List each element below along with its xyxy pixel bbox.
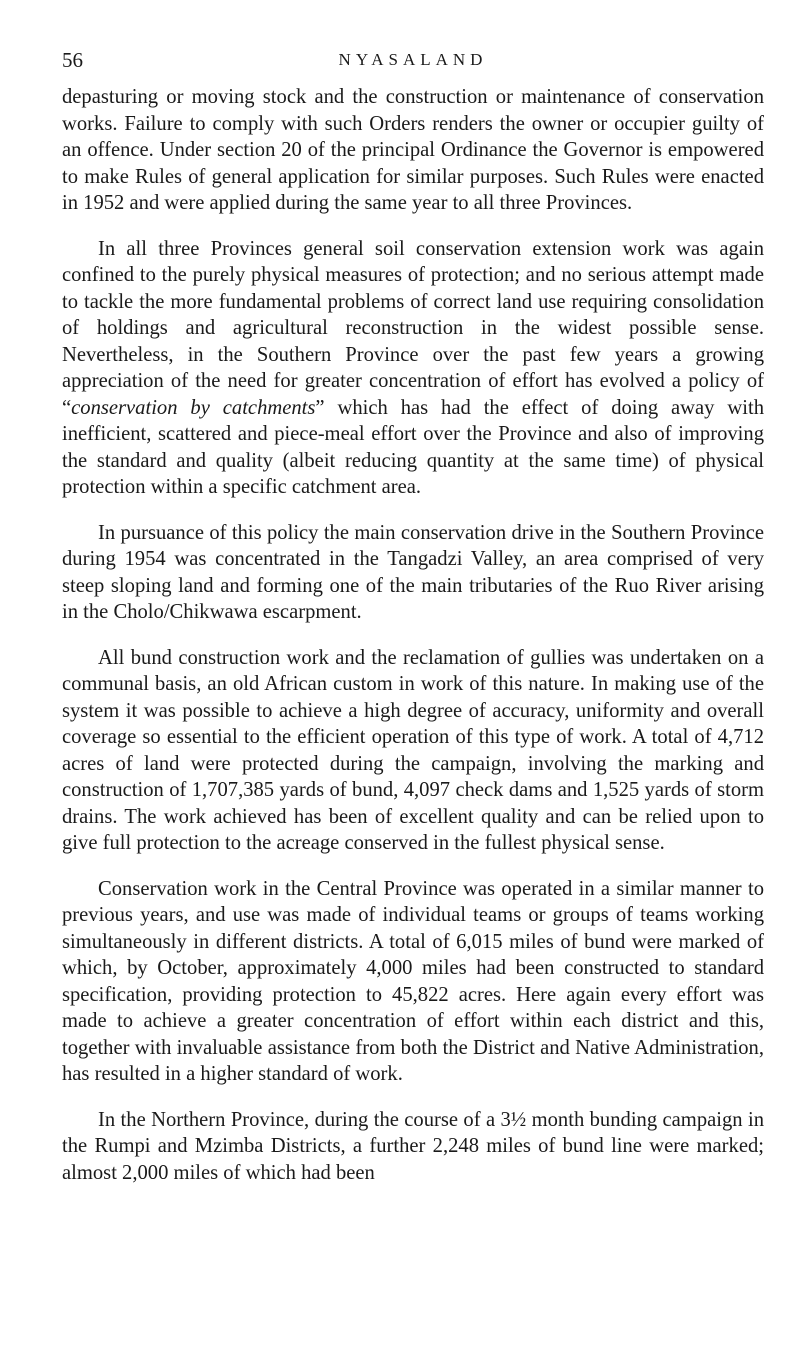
paragraph-1: depasturing or moving stock and the construction or maintenance of conservation works. Failure to comply with such Orders renders the owner or occupier guilty of an offence. Under section 20 of the principal Ordinance the Governor is empowered to make Rules of general application for similar purposes. Such Rules were enacted in 1952 and were applied during the same year to all three Provinces. bbox=[62, 86, 764, 214]
document-page bbox=[62, 48, 764, 1186]
page-number: 56 bbox=[62, 48, 83, 72]
running-head: NYASALAND bbox=[338, 50, 488, 69]
body-text bbox=[62, 84, 764, 1186]
paragraph-4: All bund construction work and the reclamation of gullies was undertaken on a communal basis, an old African custom in work of this nature. In making use of the system it was possible to achieve a high degree of accuracy, uniformity and overall coverage so essential to the efficient operation of this type of work. A total of 4,712 acres of land were protected during the campaign, involving the marking and construction of 1,707,385 yards of bund, 4,097 check dams and 1,525 yards of storm drains. The work achieved has been of excellent quality and can be relied upon to give full protection to the acreage conserved in the fullest physical sense. bbox=[62, 646, 764, 854]
paragraph-2-italic-phrase: conservation by catchments bbox=[71, 396, 316, 419]
paragraph-6: In the Northern Province, during the course of a 3½ month bunding campaign in the Rumpi and Mzimba Districts, a further 2,248 miles of bund line were marked; almost 2,000 miles of which had been bbox=[62, 1108, 764, 1184]
page-header bbox=[62, 48, 764, 84]
paragraph-2-text-b: ” which has had the effect of doing away with inefficient, scattered and piece-meal effort over the Province and also of improving the standard and quality (albeit reducing quantity at the same time) of physical protection within a specific catchment area. bbox=[62, 396, 764, 498]
paragraph-3: In pursuance of this policy the main conservation drive in the Southern Province during 1954 was concentrated in the Tangadzi Valley, an area comprised of very steep sloping land and forming one of the main tributaries of the Ruo River arising in the Cholo/Chikwawa escarpment. bbox=[62, 521, 764, 623]
paragraph-5: Conservation work in the Central Province was operated in a similar manner to previous years, and use was made of individual teams or groups of teams working simultaneously in different districts. A total of 6,015 miles of bund were marked of which, by October, approximately 4,000 miles had been constructed to standard specification, providing protection to 45,822 acres. Here again every effort was made to achieve a greater concentration of effort within each district and this, together with invaluable assistance from both the District and Native Administration, has resulted in a higher standard of work. bbox=[62, 877, 764, 1085]
paragraph-2 bbox=[62, 236, 764, 501]
paragraph-2-text-a: In all three Provinces general soil conservation extension work was again confined to the purely physical measures of protection; and no serious attempt made to tackle the more fundamental problems of correct land use requiring consolidation of holdings and agricultural reconstruction in the widest possible sense. Nevertheless, in the Southern Province over the past few years a growing appreciation of the need for greater concentration of effort has evolved a policy of “ bbox=[62, 237, 764, 419]
